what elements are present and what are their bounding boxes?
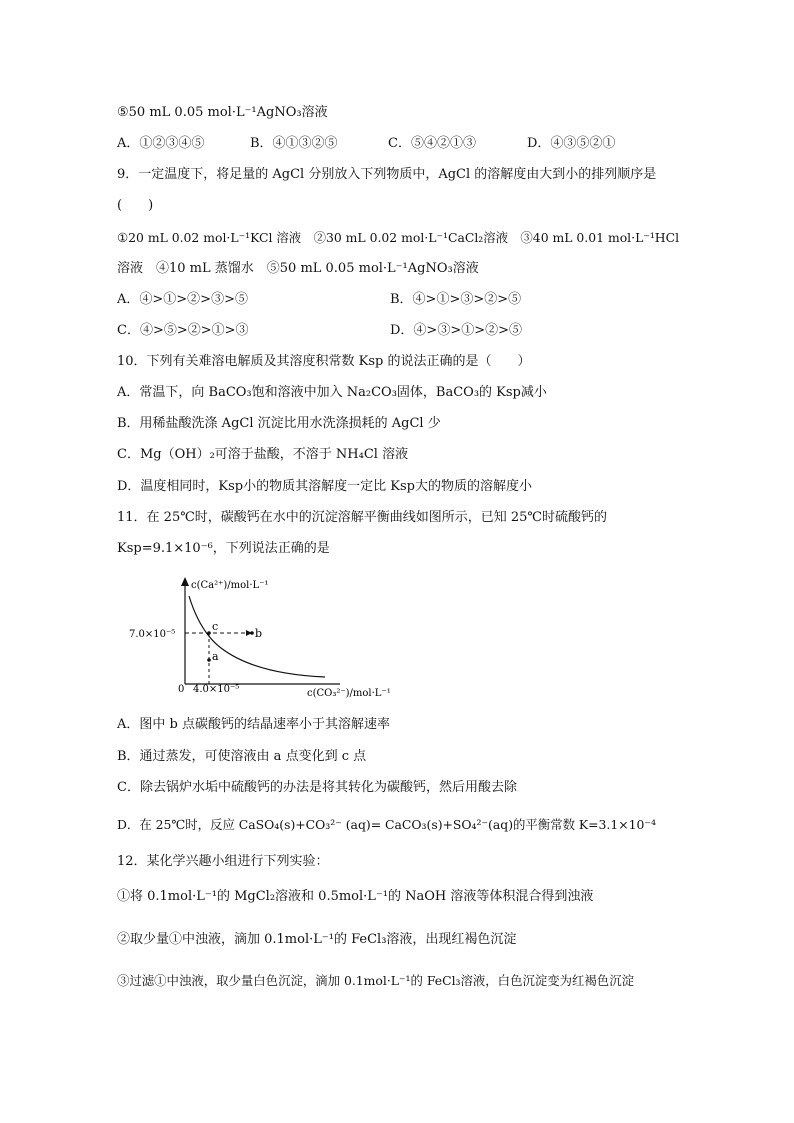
q9-option-c: C．④>⑤>②>①>③	[117, 323, 249, 338]
x-tick-label: 4.0×10⁻⁵	[193, 684, 240, 695]
q9-items-line2: 溶液 ④10 mL 蒸馏水 ⑤50 mL 0.05 mol·L⁻¹AgNO₃溶液	[117, 261, 479, 276]
q9-items-line1: ①20 mL 0.02 mol·L⁻¹KCl 溶液 ②30 mL 0.02 mol·L⁻¹CaCl₂溶液 ③40 mL 0.01 mol·L⁻¹HCl	[117, 230, 680, 245]
q12-step3: ③过滤①中浊液，取少量白色沉淀，滴加 0.1mol·L⁻¹的 FeCl₃溶液，白色沉淀变为红褐色沉淀	[117, 973, 634, 988]
q10-option-d: D．温度相同时，Ksp小的物质其溶解度一定比 Ksp大的物质的溶解度小	[117, 479, 532, 494]
q9-option-b: B．④>①>③>②>⑤	[390, 292, 522, 307]
q10-option-c: C．Mg（OH）₂可溶于盐酸，不溶于 NH₄Cl 溶液	[117, 447, 409, 462]
q8-item5: ⑤50 mL 0.05 mol·L⁻¹AgNO₃溶液	[117, 105, 328, 120]
q11-stem-line1: 11．在 25℃时，碳酸钙在水中的沉淀溶解平衡曲线如图所示，已知 25℃时硫酸钙的	[117, 510, 607, 525]
y-tick-label: 7.0×10⁻⁵	[129, 629, 176, 640]
q8-option-b: B．④①③②⑤	[250, 136, 338, 151]
q12-step2: ②取少量①中浊液，滴加 0.1mol·L⁻¹的 FeCl₃溶液，出现红褐色沉淀	[117, 932, 517, 947]
q9-option-d: D．④>③>①>②>⑤	[390, 323, 522, 338]
q11-option-b: B．通过蒸发，可使溶液由 a 点变化到 c 点	[117, 749, 367, 764]
q10-option-a: A．常温下，向 BaCO₃饱和溶液中加入 Na₂CO₃固体，BaCO₃的 Ksp减小	[117, 385, 547, 400]
q10-stem: 10．下列有关难溶电解质及其溶度积常数 Ksp 的说法正确的是（ ）	[117, 354, 531, 369]
q12-step1: ①将 0.1mol·L⁻¹的 MgCl₂溶液和 0.5mol·L⁻¹的 NaOH 溶液等体积混合得到浊液	[117, 889, 594, 904]
q8-option-d: D．④③⑤②①	[527, 136, 616, 151]
q9-stem: 9．一定温度下，将足量的 AgCl 分别放入下列物质中，AgCl 的溶解度由大到小的排列顺序是	[117, 167, 657, 182]
solubility-equilibrium-chart	[125, 574, 425, 702]
point-a	[207, 658, 211, 662]
point-label-c: c	[212, 620, 219, 633]
point-label-a: a	[212, 650, 219, 663]
point-label-b: b	[255, 627, 263, 640]
q11-stem-line2: Ksp=9.1×10⁻⁶，下列说法正确的是	[117, 541, 330, 556]
x-axis-label: c(CO₃²⁻)/mol·L⁻¹	[307, 688, 391, 699]
q11-option-d: D．在 25℃时，反应 CaSO₄(s)+CO₃²⁻ (aq)= CaCO₃(s)+SO₄²⁻(aq)的平衡常数 K=3.1×10⁻⁴	[117, 817, 656, 832]
q10-option-b: B．用稀盐酸洗涤 AgCl 沉淀比用水洗涤损耗的 AgCl 少	[117, 416, 441, 431]
q9-paren: ( )	[117, 198, 154, 213]
q12-stem: 12．某化学兴趣小组进行下列实验：	[117, 854, 329, 869]
q8-option-c: C．⑤④②①③	[388, 136, 476, 151]
origin-label: 0	[178, 684, 185, 695]
point-b	[250, 631, 254, 635]
q8-option-a: A．①②③④⑤	[117, 136, 205, 151]
q11-option-a: A．图中 b 点碳酸钙的结晶速率小于其溶解速率	[117, 717, 390, 732]
y-axis-label: c(Ca²⁺)/mol·L⁻¹	[191, 580, 269, 591]
y-axis-arrow	[181, 577, 189, 586]
point-c	[207, 631, 211, 635]
q11-option-c: C．除去锅炉水垢中硫酸钙的办法是将其转化为碳酸钙，然后用酸去除	[117, 780, 517, 795]
q9-option-a: A．④>①>②>③>⑤	[117, 292, 248, 307]
